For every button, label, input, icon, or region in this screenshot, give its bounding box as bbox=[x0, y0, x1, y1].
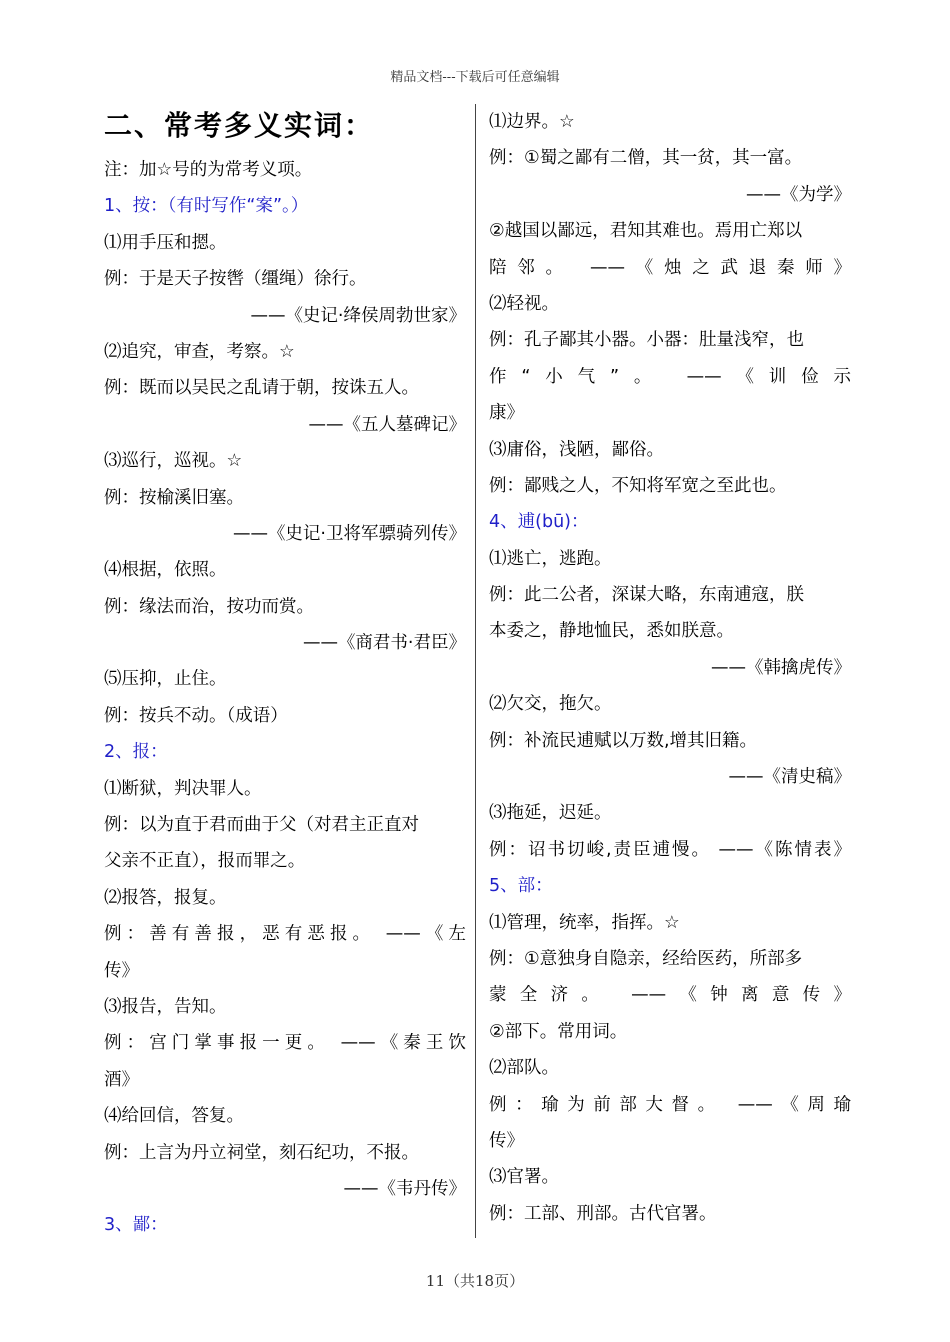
text-line: ⑷根据，依照。 bbox=[104, 560, 227, 581]
text-line: 注：加☆号的为常考义项。 bbox=[104, 160, 313, 180]
text-line: 本委之，静地恤民，悉如朕意。 bbox=[489, 621, 734, 642]
text-line: ②越国以鄙远，君知其难也。焉用亡郑以 bbox=[489, 221, 803, 242]
text-line: ⑴用手压和摁。 bbox=[104, 232, 227, 253]
page-footer: 11（共18页） bbox=[425, 1272, 525, 1290]
text-line: ⑸压抑，止住。 bbox=[104, 669, 227, 690]
text-line: ⑴断狱，判决罪人。 bbox=[104, 778, 262, 799]
text-line: 蒙全济。 ——《钟离意传》 bbox=[489, 985, 851, 1006]
text-line: ⑶报告，告知。 bbox=[104, 996, 227, 1017]
text-line: 例：鄙贱之人，不知将军宽之至此也。 bbox=[489, 475, 787, 496]
text-line: 传》 bbox=[489, 1130, 524, 1151]
left-column bbox=[104, 104, 466, 1244]
text-line: ⑶拖延，迟延。 bbox=[489, 803, 612, 824]
citation-line: ——《清史稿》 bbox=[728, 767, 851, 788]
text-line: 康》 bbox=[489, 403, 524, 424]
text-line: ⑶巡行，巡视。☆ bbox=[104, 451, 243, 472]
section-title: 二、常考多义实词： bbox=[104, 109, 375, 142]
text-line: ②部下。常用词。 bbox=[489, 1021, 628, 1042]
text-line: 例：①意独身自隐亲，经给医药，所部多 bbox=[489, 948, 803, 969]
text-line: ⑶官署。 bbox=[489, 1167, 559, 1188]
text-line: 陪邻。 ——《烛之武退秦师》 bbox=[489, 257, 851, 278]
text-line: 例：①蜀之鄙有二僧，其一贫，其一富。 bbox=[489, 148, 803, 169]
text-line: 例：既而以吴民之乱请于朝，按诛五人。 bbox=[104, 378, 419, 399]
entry-heading: 5、部： bbox=[489, 876, 553, 897]
text-line: 例：按榆溪旧塞。 bbox=[104, 487, 244, 508]
text-line: 例：按兵不动。（成语） bbox=[104, 705, 288, 726]
entry-heading: 3、鄙： bbox=[104, 1215, 168, 1236]
citation-line: ——《五人墓碑记》 bbox=[308, 414, 466, 435]
entry-heading: 2、报： bbox=[104, 742, 168, 763]
entry-heading: 1、按：（有时写作“案”。） bbox=[104, 196, 309, 217]
text-line: 例：善有善报，恶有恶报。 ——《左 bbox=[104, 924, 466, 945]
text-line: 例：此二公者，深谋大略，东南逋寇，朕 bbox=[489, 585, 804, 606]
text-line: ⑵追究，审查，考察。☆ bbox=[104, 341, 295, 362]
citation-line: ——《韩擒虎传》 bbox=[711, 657, 851, 678]
text-line: ⑵轻视。 bbox=[489, 293, 559, 314]
text-line: ⑶庸俗，浅陋，鄙俗。 bbox=[489, 439, 664, 460]
text-line: 父亲不正直），报而罪之。 bbox=[104, 851, 306, 872]
text-line: 传》 bbox=[104, 960, 139, 981]
column-divider bbox=[475, 104, 476, 1238]
text-line: 例：孔子鄙其小器。小器：肚量浅窄，也 bbox=[489, 330, 804, 351]
text-line: ⑵欠交，拖欠。 bbox=[489, 694, 612, 715]
entry-heading: 4、逋(bū)： bbox=[489, 512, 589, 533]
text-line: 例：诏书切峻,责臣逋慢。 ——《陈情表》 bbox=[489, 839, 851, 860]
text-line: ⑴边界。☆ bbox=[489, 112, 575, 132]
text-line: 例：以为直于君而曲于父（对君主正直对 bbox=[104, 815, 419, 836]
text-line: ⑴管理，统率，指挥。☆ bbox=[489, 912, 680, 933]
text-line: 例：于是天子按辔（缰绳）徐行。 bbox=[104, 269, 367, 290]
text-line: 酒》 bbox=[104, 1069, 139, 1090]
text-line: ⑴逃亡，逃跑。 bbox=[489, 548, 612, 569]
text-line: ⑵部队。 bbox=[489, 1058, 559, 1079]
right-column bbox=[489, 104, 851, 1232]
text-line: 例：宫门掌事报一更。 ——《秦王饮 bbox=[104, 1033, 466, 1054]
citation-line: ——《为学》 bbox=[746, 184, 851, 205]
text-line: 例：瑜为前部大督。 ——《周瑜 bbox=[489, 1094, 851, 1115]
citation-line: ——《史记·卫将军骠骑列传》 bbox=[232, 523, 466, 544]
text-line: 例：工部、刑部。古代官署。 bbox=[489, 1203, 717, 1224]
page-header: 精品文档---下载后可任意编辑 bbox=[390, 70, 560, 85]
text-line: ⑷给回信，答复。 bbox=[104, 1106, 244, 1127]
text-line: ⑵报答，报复。 bbox=[104, 887, 227, 908]
text-line: 作“小气”。 ——《训俭示 bbox=[489, 366, 851, 387]
citation-line: ——《韦丹传》 bbox=[343, 1178, 466, 1199]
citation-line: ——《商君书·君臣》 bbox=[302, 633, 466, 654]
text-line: 例：缘法而治，按功而赏。 bbox=[104, 596, 314, 617]
text-line: 例：补流民逋赋以万数,增其旧籍。 bbox=[489, 730, 758, 751]
citation-line: ——《史记·绛侯周勃世家》 bbox=[250, 305, 466, 326]
text-line: 例：上言为丹立祠堂，刻石纪功，不报。 bbox=[104, 1142, 419, 1163]
